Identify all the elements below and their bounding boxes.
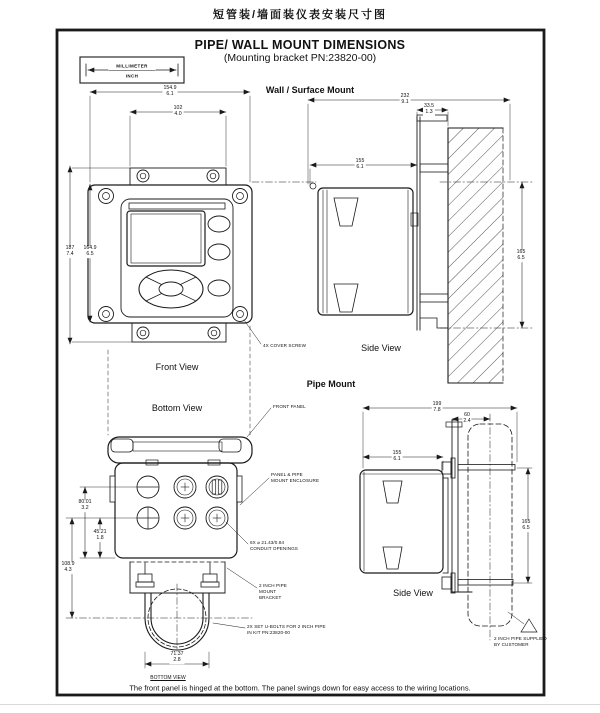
footer-note: The front panel is hinged at the bottom. The panel swings down for easy access to the wiring locations. — [129, 683, 471, 693]
bottom-view-drawing — [66, 437, 252, 654]
side-view-pipe-label: Side View — [393, 588, 433, 598]
callout-conduit-openings: 6X ⌀ 21.43/0.84 CONDUIT OPENINGS — [250, 540, 298, 552]
dim-front-overall-height: 187 7.4 — [65, 245, 75, 257]
dim-wall-bracket-height: 165 6.5 — [516, 249, 526, 261]
drawing-subtitle: (Mounting bracket PN:23820-00) — [223, 52, 377, 64]
side-view-wall-drawing — [310, 115, 503, 383]
callout-front-panel: FRONT PANEL — [273, 404, 306, 409]
bottom-view-label: Bottom View — [151, 403, 203, 413]
dim-front-inner-width: 102 4.0 — [173, 105, 183, 117]
drawing-title: PIPE/ WALL MOUNT DIMENSIONS — [194, 38, 406, 52]
dim-wall-total-depth: 232 9.1 — [400, 93, 410, 105]
dim-front-height: 164.9 6.5 — [83, 245, 97, 257]
legend-inch-label: INCH — [125, 73, 139, 79]
dim-bottom-height2: 45.21 1.8 — [93, 529, 107, 541]
dim-bottom-height3: 108.9 4.3 — [61, 561, 75, 573]
section-wall-surface-mount: Wall / Surface Mount — [265, 85, 355, 95]
legend-millimeter-label: MILLIMETER — [116, 63, 148, 69]
dim-bottom-height1: 80.01 3.2 — [78, 499, 92, 511]
front-view-dims — [70, 92, 250, 344]
callout-pipe-supplied: 2 INCH PIPE SUPPLIED BY CUSTOMER — [494, 636, 547, 648]
doc-title: 短管装/墙面装仪表安装尺寸图 — [212, 9, 388, 21]
front-view-label: Front View — [155, 362, 199, 372]
dim-pipe-body-depth: 155 6.1 — [392, 450, 402, 462]
side-view-pipe-dims — [363, 408, 532, 583]
dim-wall-bracket-depth: 33.5 1.3 — [423, 103, 435, 115]
callout-pipe-mount-bracket: 2 INCH PIPE MOUNT BRACKET — [259, 583, 287, 601]
callout-u-bolts: 2X SET U-BOLTS FOR 2 INCH PIPE IN KIT PN:23820-00 — [247, 624, 326, 636]
dim-wall-body-depth: 155 6.1 — [355, 158, 365, 170]
dim-pipe-offset: 60 2.4 — [463, 412, 471, 424]
dim-pipe-total-depth: 199 7.8 — [432, 401, 442, 413]
dim-front-width: 154.9 6.1 — [163, 85, 177, 97]
callout-cover-screw: 4X COVER SCREW — [263, 343, 307, 348]
dim-bottom-width: 71.37 2.8 — [170, 651, 184, 663]
front-view-drawing — [88, 168, 252, 342]
side-view-wall-label: Side View — [361, 343, 401, 353]
side-view-pipe-drawing — [360, 414, 537, 640]
section-pipe-mount: Pipe Mount — [306, 379, 356, 389]
dim-pipe-bolt-spacing: 165 6.5 — [521, 519, 531, 531]
bottom-view-small-label: BOTTOM VIEW — [150, 675, 186, 681]
callout-enclosure: PANEL & PIPE MOUNT ENCLOSURE — [271, 472, 320, 484]
